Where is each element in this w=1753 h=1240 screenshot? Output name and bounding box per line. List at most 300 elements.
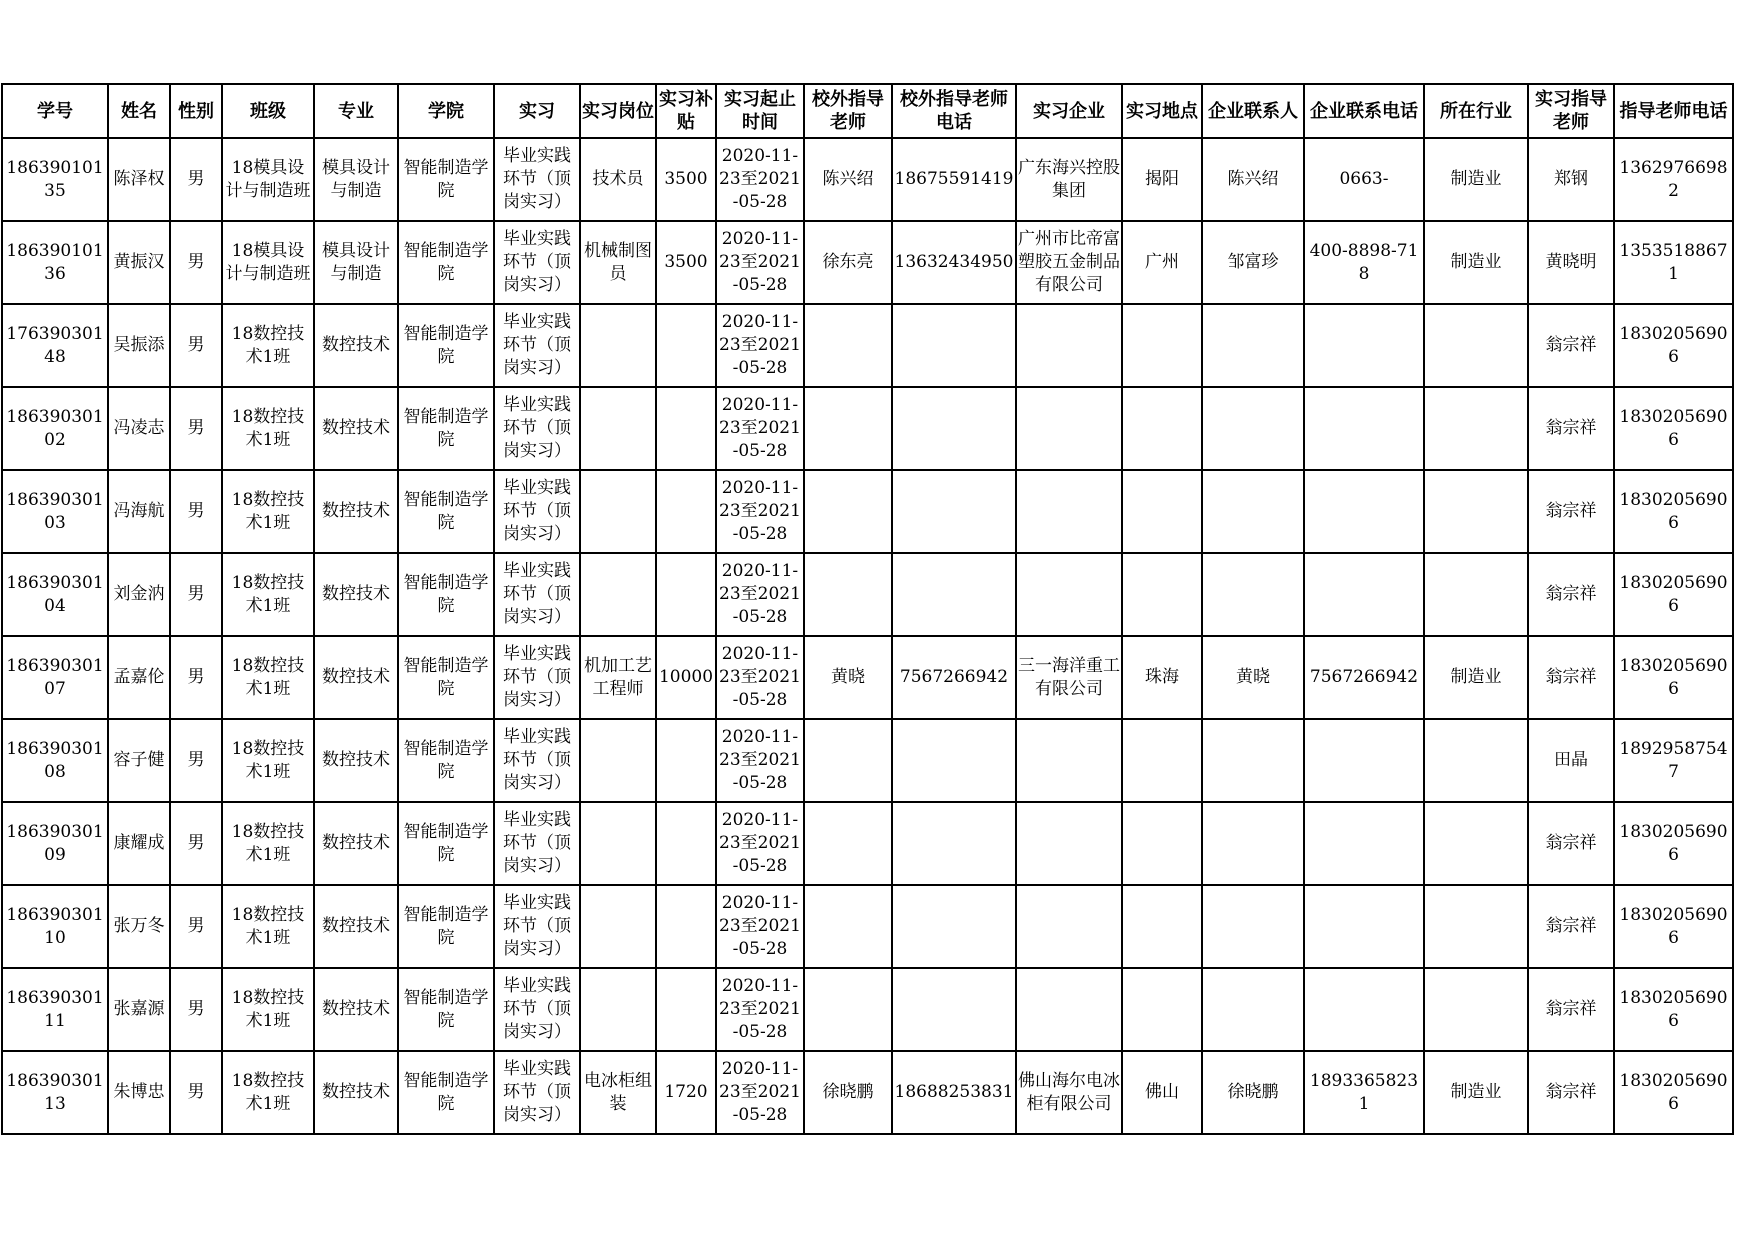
table-cell (1614, 968, 1733, 1051)
table-cell (804, 470, 892, 553)
cell-text: 黄晓明 (1545, 252, 1597, 272)
table-cell (580, 802, 656, 885)
table-cell (398, 387, 494, 470)
cell-text: 佛山 (1145, 1082, 1179, 1102)
cell-text: 男 (187, 999, 205, 1019)
table-cell (2, 387, 108, 470)
table-cell (580, 387, 656, 470)
table-cell (398, 553, 494, 636)
table-cell (1016, 968, 1122, 1051)
table-cell (222, 1051, 314, 1134)
cell-text: 数控技术 (322, 501, 390, 521)
header-cell: 实习 (494, 84, 580, 138)
cell-text: 数控技术 (322, 667, 390, 687)
table-cell (1614, 719, 1733, 802)
cell-text: 张万冬 (113, 916, 165, 936)
table-cell (314, 387, 398, 470)
table-cell (1016, 553, 1122, 636)
table-cell (656, 885, 716, 968)
cell-text: 男 (187, 584, 205, 604)
cell-text: 翁宗祥 (1545, 335, 1597, 355)
table-cell (2, 802, 108, 885)
cell-text: 珠海 (1145, 667, 1179, 687)
table-cell (1016, 387, 1122, 470)
table-cell (314, 968, 398, 1051)
cell-text: 制造业 (1450, 1082, 1502, 1102)
cell-text: 18数控技术1班 (231, 821, 305, 865)
header-cell: 学院 (398, 84, 494, 138)
table-cell (892, 221, 1016, 304)
table-cell (1304, 138, 1424, 221)
table-cell (2, 885, 108, 968)
table-cell (1424, 470, 1528, 553)
cell-text: 男 (187, 833, 205, 853)
cell-text: 男 (187, 169, 205, 189)
table-row (2, 802, 1733, 885)
table-cell (170, 636, 222, 719)
table-cell (1528, 885, 1614, 968)
table-cell (1424, 387, 1528, 470)
table-cell (580, 553, 656, 636)
table-cell (494, 1051, 580, 1134)
header-cell: 实习指导老师 (1528, 84, 1614, 138)
table-cell (1016, 719, 1122, 802)
cell-text: 18302056906 (1619, 987, 1728, 1031)
table-cell (892, 968, 1016, 1051)
table-cell (1614, 636, 1733, 719)
table-cell (1528, 221, 1614, 304)
cell-text: 毕业实践环节（顶岗实习） (503, 478, 571, 544)
table-cell (2, 1051, 108, 1134)
cell-text: 18302056906 (1619, 904, 1728, 948)
table-cell (656, 968, 716, 1051)
table-cell (398, 802, 494, 885)
cell-text: 容子健 (113, 750, 165, 770)
table-cell (892, 885, 1016, 968)
table-cell (314, 553, 398, 636)
header-cell: 企业联系人 (1202, 84, 1304, 138)
cell-text: 18639030109 (6, 821, 104, 865)
table-cell (1424, 968, 1528, 1051)
table-cell (1202, 1051, 1304, 1134)
cell-text: 18模具设计与制造班 (225, 157, 311, 201)
cell-text: 技术员 (592, 169, 644, 189)
cell-text: 18数控技术1班 (231, 904, 305, 948)
table-cell (1016, 885, 1122, 968)
table-cell (716, 636, 804, 719)
table-cell (222, 221, 314, 304)
cell-text: 0663- (1339, 169, 1389, 189)
table-cell (494, 553, 580, 636)
table-cell (398, 138, 494, 221)
table-cell (804, 802, 892, 885)
table-cell (314, 802, 398, 885)
cell-text: 智能制造学院 (403, 821, 489, 865)
table-cell (314, 221, 398, 304)
cell-text: 毕业实践环节（顶岗实习） (503, 727, 571, 793)
cell-text: 黄晓 (831, 667, 865, 687)
cell-text: 数控技术 (322, 584, 390, 604)
table-cell (2, 636, 108, 719)
table-cell (1122, 802, 1202, 885)
header-cell: 校外指导老师电话 (892, 84, 1016, 138)
table-row (2, 885, 1733, 968)
cell-text: 3500 (664, 252, 708, 272)
table-cell (1016, 802, 1122, 885)
table-cell (170, 885, 222, 968)
cell-text: 模具设计与制造 (322, 240, 390, 284)
cell-text: 智能制造学院 (403, 572, 489, 616)
table-cell (1202, 387, 1304, 470)
cell-text: 18688253831 (894, 1082, 1014, 1102)
cell-text: 毕业实践环节（顶岗实习） (503, 644, 571, 710)
table-cell (1528, 138, 1614, 221)
table-cell (656, 636, 716, 719)
table-cell (314, 470, 398, 553)
table-cell (1016, 221, 1122, 304)
table-cell (108, 636, 170, 719)
cell-text: 机械制图员 (584, 240, 652, 284)
table-cell (656, 470, 716, 553)
cell-text: 18数控技术1班 (231, 489, 305, 533)
table-cell (892, 802, 1016, 885)
table-cell (1304, 387, 1424, 470)
table-cell (1202, 553, 1304, 636)
cell-text: 数控技术 (322, 750, 390, 770)
cell-text: 男 (187, 252, 205, 272)
cell-text: 冯凌志 (113, 418, 165, 438)
table-cell (656, 387, 716, 470)
table-cell (656, 221, 716, 304)
table-cell (804, 885, 892, 968)
table-cell (1016, 138, 1122, 221)
table-cell (108, 885, 170, 968)
table-cell (716, 802, 804, 885)
cell-text: 18302056906 (1619, 572, 1728, 616)
cell-text: 毕业实践环节（顶岗实习） (503, 976, 571, 1042)
cell-text: 18302056906 (1619, 406, 1728, 450)
table-cell (108, 304, 170, 387)
table-cell (1122, 304, 1202, 387)
table-cell (222, 470, 314, 553)
cell-text: 2020-11-23至2021-05-28 (719, 561, 801, 627)
table-cell (804, 221, 892, 304)
table-cell (1122, 221, 1202, 304)
cell-text: 18302056906 (1619, 655, 1728, 699)
table-cell (580, 719, 656, 802)
cell-text: 2020-11-23至2021-05-28 (719, 976, 801, 1042)
table-cell (494, 636, 580, 719)
cell-text: 智能制造学院 (403, 655, 489, 699)
table-cell (398, 968, 494, 1051)
cell-text: 智能制造学院 (403, 1070, 489, 1114)
cell-text: 数控技术 (322, 833, 390, 853)
cell-text: 17639030148 (6, 323, 104, 367)
cell-text: 400-8898-718 (1309, 240, 1419, 284)
table-cell (1202, 470, 1304, 553)
cell-text: 陈泽权 (113, 169, 165, 189)
cell-text: 电冰柜组装 (584, 1070, 652, 1114)
cell-text: 邹富珍 (1227, 252, 1279, 272)
table-cell (1122, 1051, 1202, 1134)
table-cell (656, 1051, 716, 1134)
table-cell (108, 387, 170, 470)
cell-text: 18929587547 (1619, 738, 1728, 782)
cell-text: 毕业实践环节（顶岗实习） (503, 146, 571, 212)
cell-text: 18639030104 (6, 572, 104, 616)
table-cell (222, 138, 314, 221)
cell-text: 18639030103 (6, 489, 104, 533)
table-cell (1614, 553, 1733, 636)
cell-text: 2020-11-23至2021-05-28 (719, 312, 801, 378)
table-cell (222, 553, 314, 636)
table-cell (314, 138, 398, 221)
table-cell (2, 968, 108, 1051)
table-cell (1122, 553, 1202, 636)
table-cell (494, 802, 580, 885)
table-body (2, 138, 1733, 1134)
table-cell (1614, 304, 1733, 387)
cell-text: 数控技术 (322, 335, 390, 355)
header-cell: 指导老师电话 (1614, 84, 1733, 138)
table-cell (494, 387, 580, 470)
table-cell (314, 304, 398, 387)
table-cell (892, 1051, 1016, 1134)
table-cell (1202, 802, 1304, 885)
table-cell (494, 221, 580, 304)
table-cell (222, 387, 314, 470)
cell-text: 黄振汉 (113, 252, 165, 272)
table-cell (1016, 304, 1122, 387)
table-cell (1122, 719, 1202, 802)
cell-text: 毕业实践环节（顶岗实习） (503, 1059, 571, 1125)
table-cell (716, 885, 804, 968)
table-cell (892, 553, 1016, 636)
cell-text: 郑钢 (1554, 169, 1588, 189)
cell-text: 三一海洋重工有限公司 (1018, 655, 1120, 699)
table-cell (656, 304, 716, 387)
table-row (2, 553, 1733, 636)
table-cell (494, 304, 580, 387)
cell-text: 孟嘉伦 (113, 667, 165, 687)
table-cell (398, 719, 494, 802)
table-cell (656, 553, 716, 636)
table-cell (1528, 470, 1614, 553)
table-cell (1122, 885, 1202, 968)
cell-text: 刘金汭 (113, 584, 165, 604)
cell-text: 翁宗祥 (1545, 916, 1597, 936)
cell-text: 男 (187, 335, 205, 355)
table-cell (656, 138, 716, 221)
table-cell (494, 138, 580, 221)
table-cell (716, 1051, 804, 1134)
table-cell (580, 636, 656, 719)
table-cell (1424, 553, 1528, 636)
table-cell (1304, 221, 1424, 304)
cell-text: 2020-11-23至2021-05-28 (719, 478, 801, 544)
cell-text: 制造业 (1450, 252, 1502, 272)
cell-text: 1720 (664, 1082, 708, 1102)
table-cell (804, 304, 892, 387)
table-cell (1614, 221, 1733, 304)
table-cell (494, 968, 580, 1051)
cell-text: 2020-11-23至2021-05-28 (719, 644, 801, 710)
cell-text: 智能制造学院 (403, 904, 489, 948)
cell-text: 2020-11-23至2021-05-28 (719, 395, 801, 461)
cell-text: 18639030111 (6, 987, 104, 1031)
table-cell (580, 968, 656, 1051)
cell-text: 数控技术 (322, 916, 390, 936)
table-cell (398, 636, 494, 719)
table-cell (2, 304, 108, 387)
cell-text: 毕业实践环节（顶岗实习） (503, 395, 571, 461)
cell-text: 制造业 (1450, 667, 1502, 687)
table-cell (2, 470, 108, 553)
table-cell (1614, 470, 1733, 553)
cell-text: 朱博忠 (113, 1082, 165, 1102)
cell-text: 田晶 (1554, 750, 1588, 770)
table-cell (1528, 719, 1614, 802)
cell-text: 10000 (658, 667, 714, 687)
cell-text: 数控技术 (322, 1082, 390, 1102)
cell-text: 翁宗祥 (1545, 667, 1597, 687)
table-cell (222, 304, 314, 387)
table-cell (1528, 553, 1614, 636)
table-cell (398, 1051, 494, 1134)
table-cell (108, 553, 170, 636)
table-cell (1202, 968, 1304, 1051)
table-cell (170, 1051, 222, 1134)
cell-text: 18数控技术1班 (231, 655, 305, 699)
cell-text: 18模具设计与制造班 (225, 240, 311, 284)
cell-text: 模具设计与制造 (322, 157, 390, 201)
table-cell (1202, 885, 1304, 968)
cell-text: 2020-11-23至2021-05-28 (719, 146, 801, 212)
cell-text: 2020-11-23至2021-05-28 (719, 727, 801, 793)
cell-text: 18639030102 (6, 406, 104, 450)
cell-text: 18302056906 (1619, 1070, 1728, 1114)
table-cell (1122, 387, 1202, 470)
cell-text: 2020-11-23至2021-05-28 (719, 1059, 801, 1125)
table-cell (170, 138, 222, 221)
table-cell (804, 719, 892, 802)
cell-text: 毕业实践环节（顶岗实习） (503, 312, 571, 378)
cell-text: 男 (187, 501, 205, 521)
header-cell: 所在行业 (1424, 84, 1528, 138)
table-cell (1424, 885, 1528, 968)
table-cell (1304, 968, 1424, 1051)
cell-text: 7567266942 (899, 667, 1009, 687)
cell-text: 翁宗祥 (1545, 501, 1597, 521)
cell-text: 智能制造学院 (403, 157, 489, 201)
table-cell (716, 553, 804, 636)
table-cell (1304, 636, 1424, 719)
header-cell: 姓名 (108, 84, 170, 138)
table-cell (108, 221, 170, 304)
table-row (2, 221, 1733, 304)
table-cell (1424, 304, 1528, 387)
header-row (2, 84, 1733, 138)
table-cell (892, 138, 1016, 221)
table-cell (1424, 221, 1528, 304)
table-cell (1528, 802, 1614, 885)
table-cell (580, 304, 656, 387)
header-cell: 学号 (2, 84, 108, 138)
cell-text: 陈兴绍 (1227, 169, 1279, 189)
cell-text: 18302056906 (1619, 323, 1728, 367)
cell-text: 男 (187, 1082, 205, 1102)
table-cell (314, 885, 398, 968)
cell-text: 男 (187, 750, 205, 770)
table-cell (170, 304, 222, 387)
table-row (2, 387, 1733, 470)
table-cell (804, 387, 892, 470)
cell-text: 徐晓鹏 (822, 1082, 874, 1102)
table-cell (2, 221, 108, 304)
table-cell (1202, 719, 1304, 802)
cell-text: 18数控技术1班 (231, 323, 305, 367)
table-cell (1122, 138, 1202, 221)
cell-text: 智能制造学院 (403, 987, 489, 1031)
cell-text: 数控技术 (322, 418, 390, 438)
cell-text: 冯海航 (113, 501, 165, 521)
table-cell (1304, 470, 1424, 553)
table-row (2, 968, 1733, 1051)
table-cell (580, 221, 656, 304)
table-cell (1424, 138, 1528, 221)
table-cell (314, 636, 398, 719)
table-cell (1016, 470, 1122, 553)
table-cell (1614, 138, 1733, 221)
table-cell (1202, 138, 1304, 221)
table-cell (1528, 304, 1614, 387)
cell-text: 18数控技术1班 (231, 406, 305, 450)
table-cell (1202, 636, 1304, 719)
cell-text: 翁宗祥 (1545, 833, 1597, 853)
table-cell (108, 1051, 170, 1134)
table-cell (222, 802, 314, 885)
cell-text: 吴振添 (113, 335, 165, 355)
cell-text: 广州市比帝富塑胶五金制品有限公司 (1018, 229, 1120, 295)
table-cell (892, 719, 1016, 802)
table-cell (1202, 304, 1304, 387)
table-cell (1614, 1051, 1733, 1134)
table-cell (170, 221, 222, 304)
cell-text: 18639030110 (6, 904, 104, 948)
cell-text: 广州 (1145, 252, 1179, 272)
table-header (2, 84, 1733, 138)
table-cell (716, 968, 804, 1051)
cell-text: 徐东亮 (822, 252, 874, 272)
table-row (2, 1051, 1733, 1134)
table-cell (1614, 885, 1733, 968)
cell-text: 毕业实践环节（顶岗实习） (503, 229, 571, 295)
cell-text: 18数控技术1班 (231, 1070, 305, 1114)
cell-text: 翁宗祥 (1545, 584, 1597, 604)
table-cell (1304, 1051, 1424, 1134)
table-cell (108, 802, 170, 885)
table-cell (1528, 1051, 1614, 1134)
cell-text: 翁宗祥 (1545, 999, 1597, 1019)
table-cell (108, 138, 170, 221)
cell-text: 2020-11-23至2021-05-28 (719, 893, 801, 959)
cell-text: 陈兴绍 (822, 169, 874, 189)
table-cell (804, 138, 892, 221)
cell-text: 2020-11-23至2021-05-28 (719, 810, 801, 876)
header-cell: 实习企业 (1016, 84, 1122, 138)
table-cell (398, 221, 494, 304)
table-cell (716, 138, 804, 221)
